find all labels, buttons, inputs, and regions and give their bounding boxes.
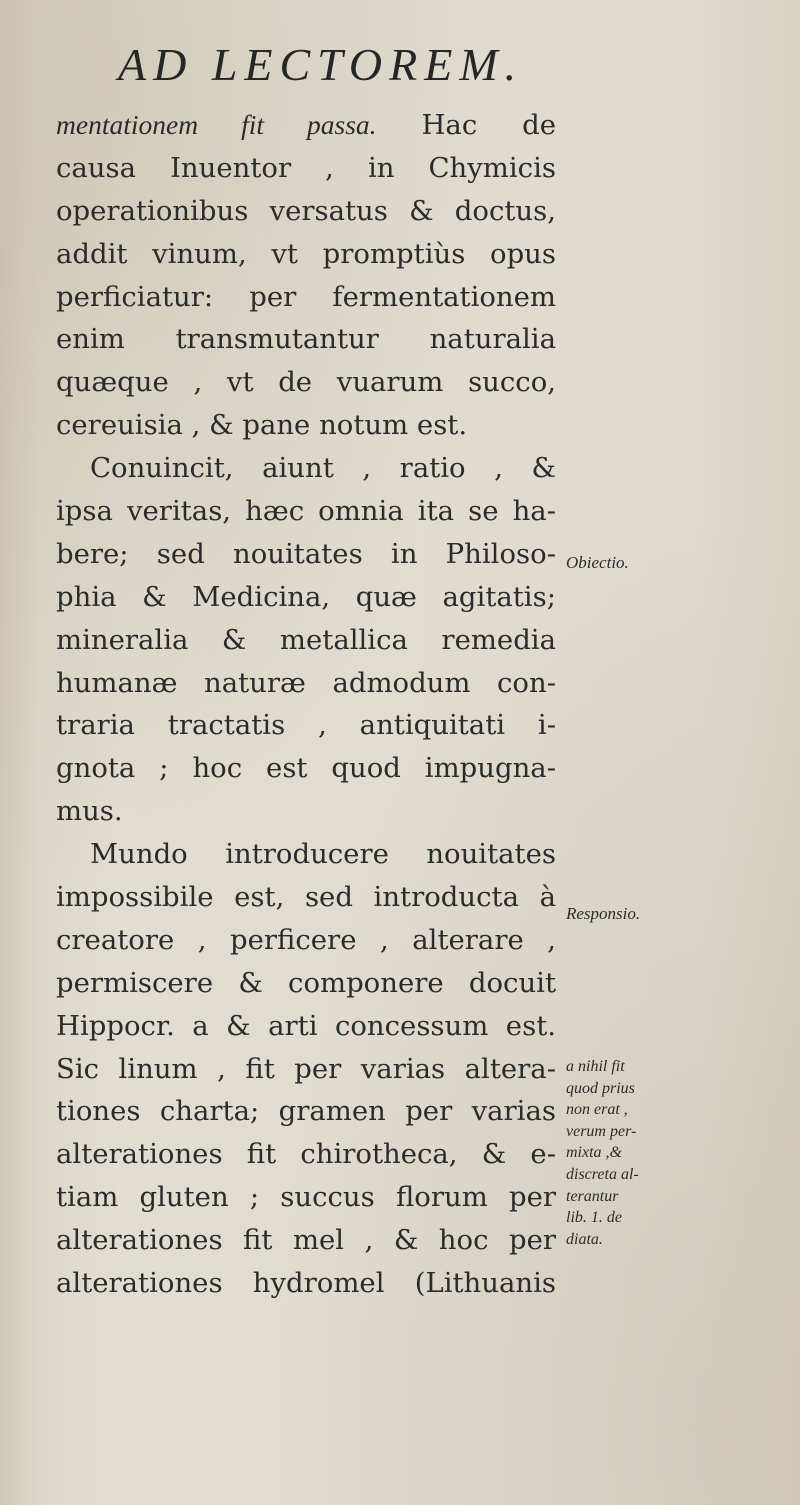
text-line-2: causa Inuentor , in Chymicis <box>56 151 556 184</box>
main-text-block <box>56 104 556 1305</box>
text-line-20: creatore , perficere , alterare , <box>56 923 556 956</box>
footnote-line-5: mixta ,& <box>566 1144 622 1162</box>
text-line-16: gnota ; hoc est quod impugna- <box>56 752 556 785</box>
footnote-line-8: lib. 1. de <box>566 1209 622 1227</box>
text-line-24: tiones charta; gramen per varias <box>56 1095 556 1128</box>
italic-phrase: mentationem fit passa. <box>56 109 377 140</box>
text-line-1-rest: Hac de <box>376 109 556 141</box>
text-line-22: Hippocr. a & arti concessum est. <box>56 1009 556 1042</box>
text-line-17: mus. <box>56 795 123 828</box>
text-line-8: cereuisia , & pane notum est. <box>56 409 468 442</box>
text-line-5: perficiatur: per fermentationem <box>56 280 556 313</box>
marginal-footnote <box>566 1056 686 1250</box>
text-line-4: addit vinum, vt promptiùs opus <box>56 237 556 270</box>
text-line-19: impossibile est, sed introducta à <box>56 881 556 914</box>
text-line-7: quæque , vt de vuarum succo, <box>56 366 556 399</box>
text-line-3: operationibus versatus & doctus, <box>56 194 556 227</box>
footnote-line-2: quod prius <box>566 1079 635 1097</box>
text-line-11: bere; sed nouitates in Philoso- <box>56 537 556 570</box>
footnote-line-9: diata. <box>566 1230 603 1248</box>
text-line-15: traria tractatis , antiquitati i- <box>56 709 556 742</box>
text-line-25: alterationes fit chirotheca, & e- <box>56 1138 556 1171</box>
margin-note-objectio: Obiectio. <box>566 553 629 572</box>
text-line-21: permiscere & componere docuit <box>56 966 556 999</box>
footnote-line-4: verum per- <box>566 1122 637 1140</box>
footnote-line-7: terantur <box>566 1187 619 1205</box>
text-line-13: mineralia & metallica remedia <box>56 623 556 656</box>
text-line-23: Sic linum , fit per varias altera- <box>56 1052 556 1085</box>
footnote-line-3: non erat , <box>566 1101 628 1119</box>
margin-note-responsio: Responsio. <box>566 904 641 923</box>
text-line-9: Conuincit, aiunt , ratio , & <box>90 452 556 485</box>
text-line-12: phia & Medicina, quæ agitatis; <box>56 580 556 613</box>
text-line-26: tiam gluten ; succus florum per <box>56 1181 556 1214</box>
text-line-28: alterationes hydromel (Lithuanis <box>56 1267 556 1300</box>
text-line-14: humanæ naturæ admodum con- <box>56 666 556 699</box>
text-line-1 <box>56 104 556 147</box>
text-line-18: Mundo introducere nouitates <box>90 838 556 871</box>
text-line-6: enim transmutantur naturalia <box>56 323 556 356</box>
footnote-line-1: a nihil fit <box>566 1058 625 1075</box>
text-line-27: alterationes fit mel , & hoc per <box>56 1224 556 1257</box>
footnote-line-6: discreta al- <box>566 1165 639 1183</box>
text-line-10: ipsa veritas, hæc omnia ita se ha- <box>56 495 556 528</box>
running-head: AD LECTOREM. <box>118 39 524 90</box>
